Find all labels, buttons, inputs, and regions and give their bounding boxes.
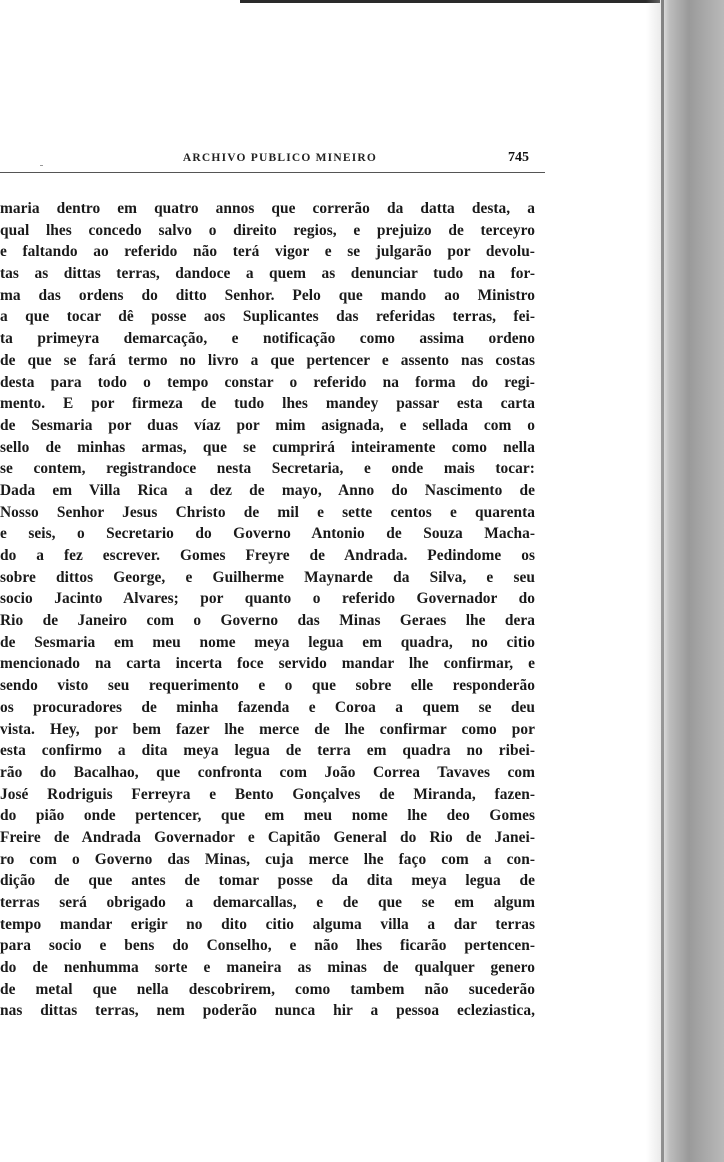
text-line: do pião onde pertencer, que em meu nome lhe deo Gomes	[0, 807, 535, 825]
text-line: maria dentro em quatro annos que correrão da datta desta, a	[0, 200, 535, 217]
text-line: de metal que nella descobrirem, como tambem não sucederão	[0, 980, 535, 998]
text-line: a que tocar dê posse aos Suplicantes das referidas terras, fei-	[0, 308, 535, 326]
text-line: Rio de Janeiro com o Governo das Minas Geraes lhe dera	[0, 612, 535, 630]
text-line: vista. Hey, por bem fazer lhe merce de lhe confirmar como por	[0, 720, 535, 738]
body-text	[0, 198, 535, 1022]
text-line: sello de minhas armas, que se cumprirá inteiramente como nella	[0, 438, 535, 456]
text-line: desta para todo o tempo constar o referido na forma do regi-	[0, 373, 535, 391]
text-line: terras será obrigado a demarcallas, e de que se em algum	[0, 894, 535, 911]
text-line: mento. E por firmeza de tudo lhes mandey passar esta carta	[0, 395, 535, 413]
text-line: de que se fará termo no livro a que pertencer e assento nas costas	[0, 351, 535, 369]
text-line: qual lhes concedo salvo o direito regios, e prejuizo de terceyro	[0, 221, 535, 239]
text-line: tempo mandar erigir no dito citio alguma villa a dar terras	[0, 915, 535, 933]
text-line: do a fez escrever. Gomes Freyre de Andrada. Pedindome os	[0, 547, 535, 564]
text-line: do de nenhumma sorte e maneira as minas de qualquer genero	[0, 959, 535, 977]
text-line: e faltando ao referido não terá vigor e se julgarão por devolu-	[0, 243, 535, 261]
text-line: dição de que antes de tomar posse da dita meya legua de	[0, 872, 535, 890]
text-line: Dada em Villa Rica a dez de mayo, Anno do Nascimento de	[0, 481, 535, 499]
scan-top-edge	[240, 0, 660, 3]
text-line: de Sesmaria em meu nome meya legua em quadra, no citio	[0, 633, 535, 651]
text-line: socio Jacinto Alvares; por quanto o referido Governador do	[0, 590, 535, 608]
text-line: se contem, registrandoce nesta Secretaria, e onde mais tocar:	[0, 460, 535, 478]
text-line: e seis, o Secretario do Governo Antonio de Souza Macha-	[0, 525, 535, 543]
running-title: ARCHIVO PUBLICO MINEIRO	[182, 152, 378, 164]
text-line: esta confirmo a dita meya legua de terra em quadra no ribei-	[0, 742, 535, 760]
text-line: ta primeyra demarcação, e notificação como assima ordeno	[0, 330, 535, 348]
text-line: Nosso Senhor Jesus Christo de mil e sette centos e quarenta	[0, 503, 535, 521]
text-line: sobre dittos George, e Guilherme Maynarde da Silva, e seu	[0, 568, 535, 586]
text-line: nas dittas terras, nem poderão nunca hir a pessoa ecleziastica,	[0, 1002, 535, 1020]
page-number: 745	[508, 150, 529, 165]
text-line: sendo visto seu requerimento e o que sobre elle responderão	[0, 677, 535, 695]
text-line: os procuradores de minha fazenda e Coroa a quem se deu	[0, 698, 535, 716]
text-line: rão do Bacalhao, que confronta com João Correa Tavaves com	[0, 763, 535, 781]
text-line: ro com o Governo das Minas, cuja merce lhe faço com a con-	[0, 850, 535, 868]
text-line: mencionado na carta incerta foce servido mandar lhe confirmar, e	[0, 655, 535, 673]
text-line: ma das ordens do ditto Senhor. Pelo que mando ao Ministro	[0, 286, 535, 304]
header-rule	[0, 172, 545, 173]
text-line: tas as dittas terras, dandoce a quem as denunciar tudo na for-	[0, 265, 535, 283]
text-line: Freire de Andrada Governador e Capitão General do Rio de Janei-	[0, 828, 535, 846]
text-line: José Rodriguis Ferreyra e Bento Gonçalves de Miranda, fazen-	[0, 785, 535, 803]
book-binding-shadow	[646, 0, 724, 1162]
text-line: para socio e bens do Conselho, e não lhes ficarão pertencen-	[0, 937, 535, 955]
text-line: de Sesmaria por duas víaz por mim asignada, e sellada com o	[0, 416, 535, 434]
page-fold-edge	[661, 0, 664, 1162]
running-head	[0, 150, 545, 172]
scan-speck	[40, 165, 43, 166]
